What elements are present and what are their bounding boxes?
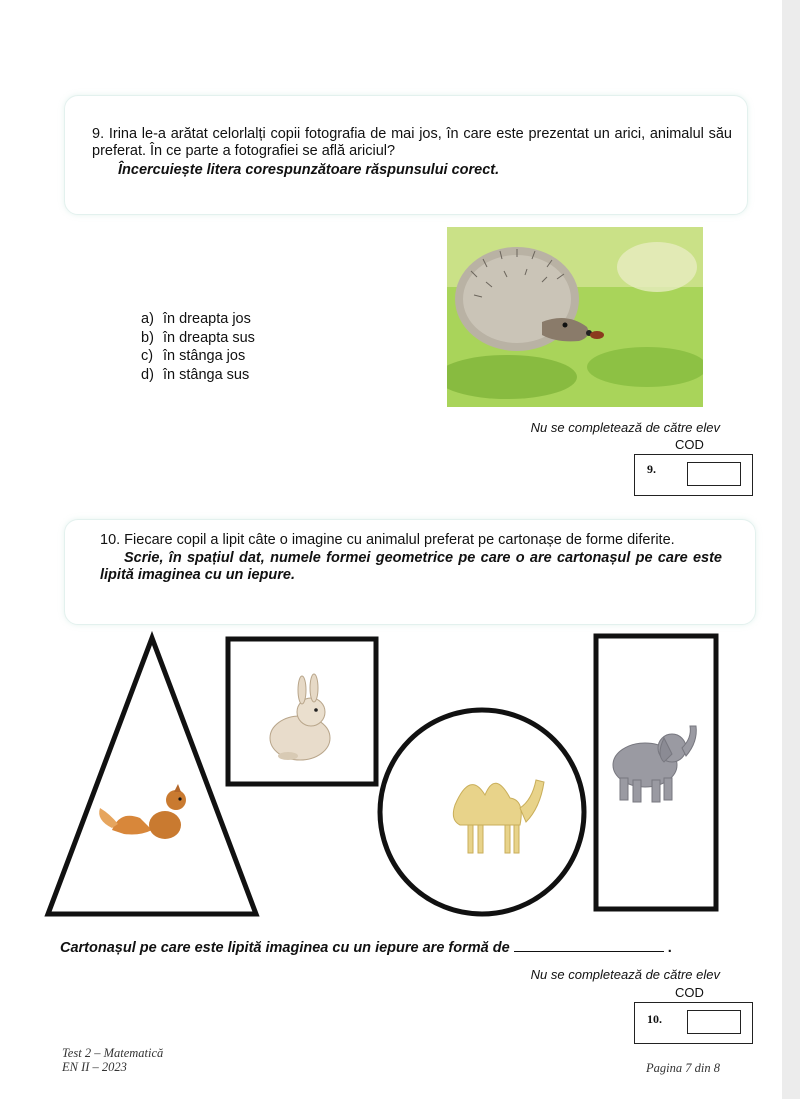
cod-square-10 — [687, 1010, 741, 1034]
cod-square-9 — [687, 462, 741, 486]
cod-number-9: 9. — [647, 462, 656, 476]
option-a[interactable]: a) în dreapta jos — [141, 311, 251, 327]
footer-left — [62, 1046, 163, 1074]
option-c[interactable]: c) în stânga jos — [141, 348, 246, 364]
triangle-card — [48, 638, 256, 914]
question-9-text: 9. Irina le-a arătat celorlalți copii fotografia de mai jos, în care este prezentat un arici, animalul său preferat. În ce parte a fotografiei se află ariciul? — [92, 126, 732, 159]
footer-test-label: Test 2 – Matematică — [62, 1046, 164, 1060]
option-b[interactable]: b) în dreapta sus — [141, 329, 255, 346]
question-9-options — [141, 310, 255, 384]
page-edge — [782, 0, 800, 1099]
cod-number-10: 10. — [647, 1012, 662, 1026]
hedgehog-photo — [447, 227, 703, 407]
footer-exam-label: EN II – 2023 — [62, 1060, 127, 1074]
page-number: Pagina 7 din 8 — [646, 1061, 720, 1075]
question-9-instruction: Încercuiește litera corespunzătoare răspunsului corect. — [118, 162, 500, 178]
answer-sentence: Cartonașul pe care este lipită imaginea cu un iepure are formă de . — [60, 940, 672, 956]
not-completed-label-10: Nu se completează de către elev — [530, 967, 720, 982]
cod-label-10: COD — [675, 985, 704, 1000]
cod-label-9: COD — [675, 437, 704, 452]
question-10-instruction: Scrie, în spațiul dat, numele formei geometrice pe care o are cartonașul pe care este lipită imaginea cu un iepure. — [100, 550, 722, 583]
not-completed-label-9: Nu se completează de către elev — [530, 420, 720, 435]
answer-blank[interactable] — [514, 939, 664, 952]
shapes-illustration — [0, 630, 800, 925]
option-d[interactable]: d) în stânga sus — [141, 366, 250, 383]
question-10-text: 10. Fiecare copil a lipit câte o imagine cu animalul preferat pe cartonașe de forme diferite. — [100, 532, 675, 548]
